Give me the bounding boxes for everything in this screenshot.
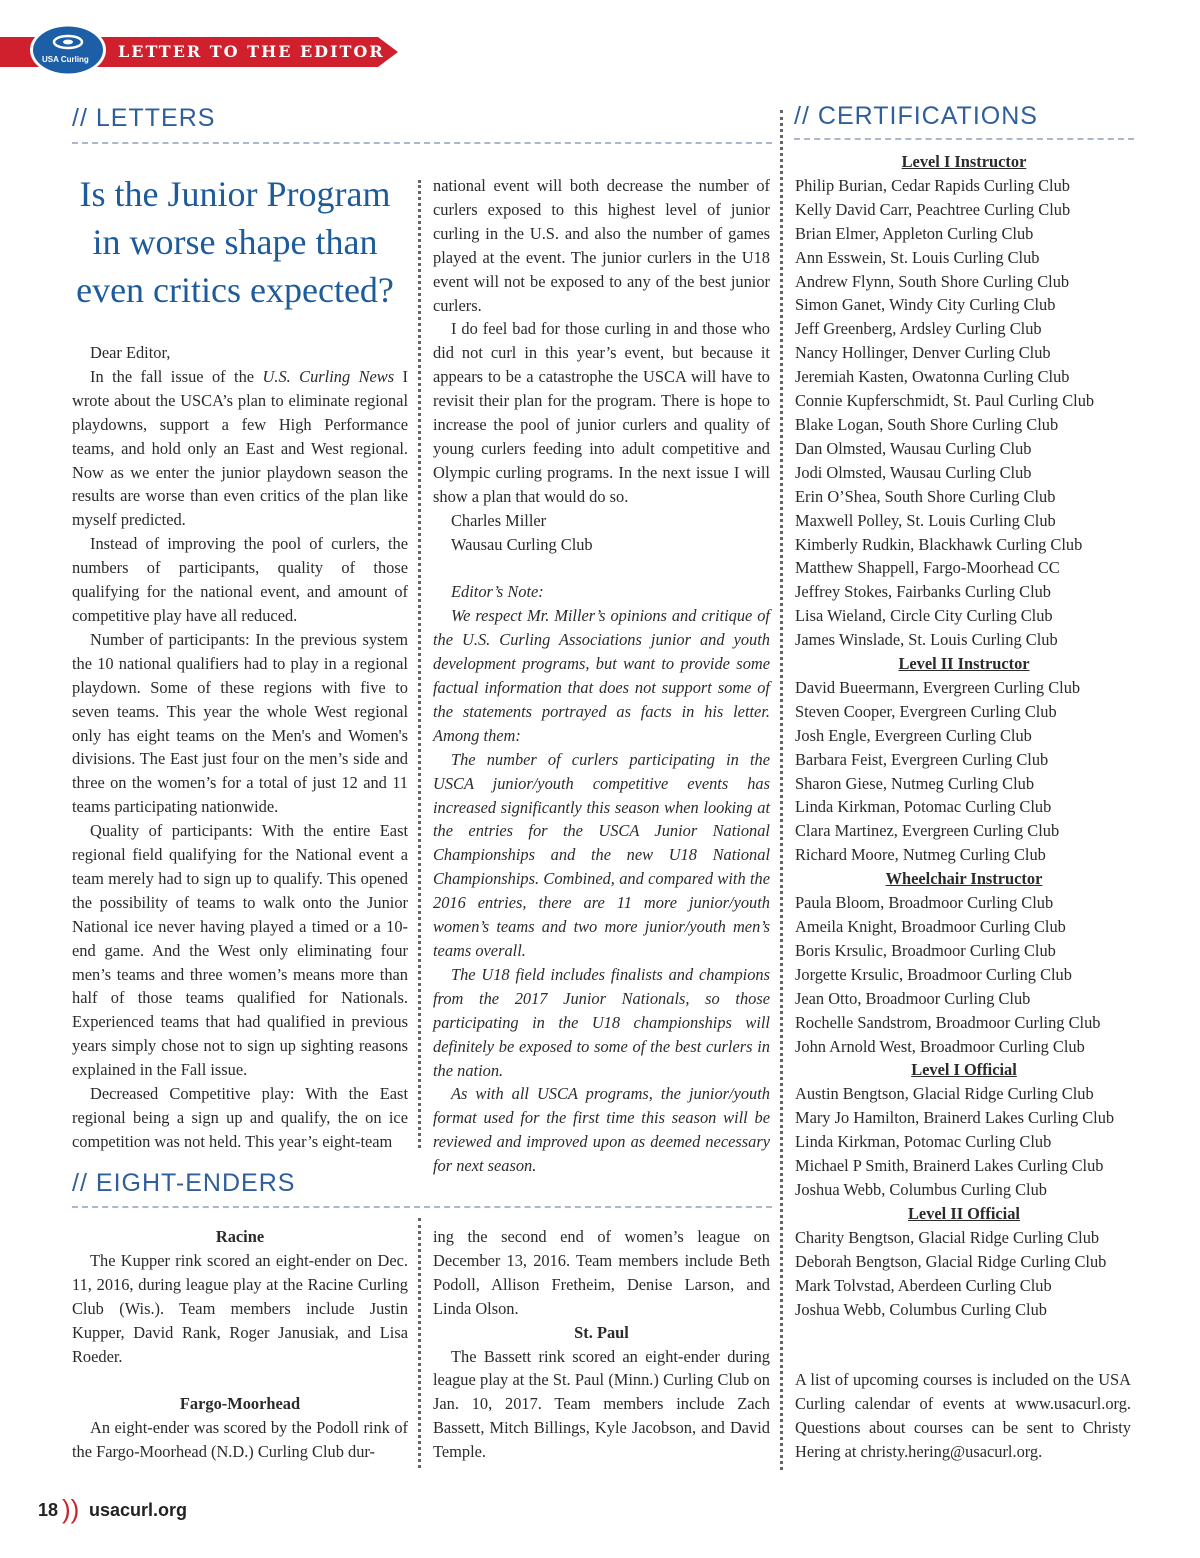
certification-name: Jeremiah Kasten, Owatonna Curling Club	[795, 367, 1070, 387]
certification-name: Jodi Olmsted, Wausau Curling Club	[795, 462, 1032, 482]
fargo-text: An eight-ender was scored by the Podoll rink of the Fargo-Moorhead (N.D.) Curling Club dur-	[72, 1418, 408, 1462]
certification-name: Rochelle Sandstrom, Broadmoor Curling Club	[795, 1012, 1101, 1032]
certifications-heading: // CERTIFICATIONS	[794, 102, 1038, 130]
certification-level-heading: Level I Instructor	[901, 152, 1027, 171]
section-label: LETTER TO THE EDITOR	[118, 42, 385, 61]
certifications-list	[795, 150, 1133, 1321]
certification-name: Boris Krsulic, Broadmoor Curling Club	[795, 940, 1056, 960]
certification-name: Steven Cooper, Evergreen Curling Club	[795, 701, 1057, 721]
letter-signature-club: Wausau Curling Club	[451, 534, 593, 554]
certification-name: Deborah Bengtson, Glacial Ridge Curling Club	[795, 1251, 1107, 1271]
letter-paragraph: Decreased Competitive play: With the East regional being a sign up and qualify, the on ice competition was not held. This year’s eight-team	[72, 1084, 408, 1151]
letter-paragraph: I do feel bad for those curling in and those who did not curl in this year’s event, but because it appears to be a catastrophe the USCA will have to revisit their plan for the program. There is hope to increase the pool of junior curlers and quality of young curlers feeding into adult competitive and Olympic curling programs. In the next issue I will show a plan that would do so.	[433, 319, 770, 506]
certification-name: Kimberly Rudkin, Blackhawk Curling Club	[795, 534, 1083, 554]
racine-text: The Kupper rink scored an eight-ender on Dec. 11, 2016, during league play at the Racine Curling Club (Wis.). Team members include Justin Kupper, David Rank, Roger Janusiak, and Lisa Roeder.	[72, 1250, 408, 1366]
certification-name: Austin Bengtson, Glacial Ridge Curling Club	[795, 1084, 1094, 1104]
certification-name: Brian Elmer, Appleton Curling Club	[795, 223, 1034, 243]
editors-note-label: Editor’s Note:	[451, 582, 544, 602]
letters-heading: // LETTERS	[72, 104, 216, 132]
certification-name: Jeff Greenberg, Ardsley Curling Club	[795, 319, 1042, 339]
certification-name: Linda Kirkman, Potomac Curling Club	[795, 1132, 1052, 1152]
eight-enders-divider	[72, 1206, 772, 1208]
certification-name: Joshua Webb, Columbus Curling Club	[795, 1179, 1047, 1199]
certification-name: Mary Jo Hamilton, Brainerd Lakes Curling Club	[795, 1108, 1115, 1128]
certification-name: Mark Tolvstad, Aberdeen Curling Club	[795, 1275, 1052, 1295]
certification-name: Dan Olmsted, Wausau Curling Club	[795, 438, 1032, 458]
certification-name: Paula Bloom, Broadmoor Curling Club	[795, 893, 1054, 913]
certification-name: Ameila Knight, Broadmoor Curling Club	[795, 917, 1066, 936]
column-divider-3	[418, 1218, 421, 1468]
fargo-title: Fargo-Moorhead	[179, 1394, 301, 1414]
footer-url[interactable]: usacurl.org	[89, 1500, 188, 1520]
certification-name: Charity Bengtson, Glacial Ridge Curling Club	[795, 1227, 1100, 1247]
letters-divider	[72, 142, 772, 144]
editors-note-paragraph: The number of curlers participating in the USCA junior/youth competitive events has increased significantly this season when looking at the entries for the USCA Junior National Championships and the new U18 National Championships. Combined, and compared with the 2016 entries, there are 11 more junior/youth women’s teams and two more junior/youth men’s teams overall.	[433, 749, 770, 960]
certification-name: John Arnold West, Broadmoor Curling Club	[795, 1036, 1085, 1056]
letters-column-1	[72, 341, 408, 1154]
stpaul-text: The Bassett rink scored an eight-ender during league play at the St. Paul (Minn.) Curling Club on Jan. 10, 2017. Team members include Zach Bassett, Mitch Billings, Kyle Jacobson, and David Temple.	[433, 1346, 770, 1462]
eight-enders-heading: // EIGHT-ENDERS	[72, 1169, 296, 1197]
certification-name: Josh Engle, Evergreen Curling Club	[795, 725, 1032, 745]
certification-name: James Winslade, St. Louis Curling Club	[795, 630, 1058, 650]
certification-name: Matthew Shappell, Fargo-Moorhead CC	[795, 558, 1060, 578]
certification-name: Linda Kirkman, Potomac Curling Club	[795, 797, 1052, 817]
editors-note-paragraph: The U18 field includes finalists and champions from the 2017 Junior Nationals, so those participating in the U18 championships will definitely be exposed to some of the best curlers in the nation.	[433, 964, 770, 1080]
certification-level-heading: Level II Official	[908, 1203, 1020, 1223]
certification-name: Nancy Hollinger, Denver Curling Club	[795, 343, 1051, 363]
column-divider-1	[418, 180, 421, 1148]
certification-name: Sharon Giese, Nutmeg Curling Club	[795, 773, 1035, 793]
letter-paragraph: Instead of improving the pool of curlers, the numbers of participants, quality of those qualifying for the national event, and amount of competitive play have all reduced.	[72, 534, 408, 625]
racine-title: Racine	[215, 1227, 265, 1246]
fargo-text-continued: ing the second end of women’s league on December 13, 2016. Team members include Beth Podoll, Allison Fretheim, Denise Larson, and Linda Olson.	[433, 1227, 770, 1318]
certification-name: Andrew Flynn, South Shore Curling Club	[795, 271, 1070, 291]
certification-name: Connie Kupferschmidt, St. Paul Curling Club	[795, 391, 1095, 411]
certification-name: Barbara Feist, Evergreen Curling Club	[795, 749, 1049, 769]
certification-level-heading: Level II Instructor	[898, 654, 1030, 674]
certification-name: Jean Otto, Broadmoor Curling Club	[795, 988, 1031, 1008]
certifications-divider	[794, 138, 1134, 140]
editors-note-paragraph: We respect Mr. Miller’s opinions and critique of the U.S. Curling Associations junior and youth development programs, but want to provide some factual information that does not support some of the statements portrayed as facts in his letter. Among them:	[433, 606, 770, 745]
certification-level-heading: Wheelchair Instructor	[885, 869, 1043, 889]
logo-text: USA Curling	[42, 55, 89, 64]
certification-name: Ann Esswein, St. Louis Curling Club	[795, 247, 1040, 267]
certification-name: Jeffrey Stokes, Fairbanks Curling Club	[795, 582, 1052, 602]
certification-level-heading: Level I Official	[911, 1060, 1017, 1080]
page-number: 18	[38, 1500, 59, 1520]
certification-name: Kelly David Carr, Peachtree Curling Club	[795, 199, 1071, 219]
certification-name: Jorgette Krsulic, Broadmoor Curling Club	[795, 964, 1072, 984]
certification-name: Lisa Wieland, Circle City Curling Club	[795, 606, 1053, 626]
certifications-note	[795, 1368, 1131, 1464]
column-divider-2	[780, 110, 783, 1470]
certification-name: Clara Martinez, Evergreen Curling Club	[795, 821, 1060, 841]
certification-name: Philip Burian, Cedar Rapids Curling Club	[795, 175, 1070, 195]
logo-badge-icon	[28, 23, 108, 78]
certification-name: Joshua Webb, Columbus Curling Club	[795, 1299, 1047, 1319]
letter-headline: Is the Junior Program in worse shape than even critics expected?	[76, 174, 394, 310]
eight-enders-column-2	[433, 1225, 770, 1464]
stpaul-title: St. Paul	[574, 1322, 629, 1342]
certification-name: Blake Logan, South Shore Curling Club	[795, 414, 1059, 434]
certification-name: Erin O’Shea, South Shore Curling Club	[795, 486, 1056, 506]
certification-name: Maxwell Polley, St. Louis Curling Club	[795, 510, 1056, 530]
editors-note-paragraph: As with all USCA programs, the junior/youth format used for the first time this season will be reviewed and improved upon as deemed necessary for next season.	[433, 1084, 770, 1176]
certification-name: Michael P Smith, Brainerd Lakes Curling Club	[795, 1156, 1104, 1176]
certification-name: David Bueermann, Evergreen Curling Club	[795, 677, 1081, 697]
eight-enders-column-1	[72, 1225, 408, 1464]
salutation: Dear Editor,	[90, 343, 171, 362]
certification-name: Simon Ganet, Windy City Curling Club	[795, 295, 1056, 315]
certification-name: Richard Moore, Nutmeg Curling Club	[795, 845, 1046, 865]
letters-column-2	[433, 174, 770, 1178]
letter-paragraph: In the fall issue of the U.S. Curling News I wrote about the USCA’s plan to eliminate regional playdowns, support a few High Performance teams, and hold only an East and West regional. Now as we enter the junior playdown season the results are worse than even critics of the plan like myself predicted.	[72, 366, 408, 530]
usa-curling-logo	[28, 23, 108, 78]
letter-signature-name: Charles Miller	[451, 510, 547, 530]
letter-paragraph: Quality of participants: With the entire East regional field qualifying for the National event a team merely had to sign up to qualify. This opened the possibility of teams to walk onto the Junior National ice never having played a timed or a 10-end game. And the West only eliminating four men’s teams and three women’s means more than half of those teams qualified for Nationals. Experienced teams that had qualified in previous years simply chose not to sign up sighting reasons explained in the Fall issue.	[72, 821, 408, 1080]
footer-parenthesis-icon: ))	[62, 1494, 80, 1524]
certifications-note-text: A list of upcoming courses is included on the USA Curling calendar of events at www.usacurl.org. Questions about courses can be sent to Christy Hering at christy.hering@usacurl.org.	[795, 1370, 1131, 1461]
letter-paragraph: Number of participants: In the previous system the 10 national qualifiers had to play in a regional playdown. Some of these regions with five to seven teams. This year the whole West regional only has eight teams on the Men's and Women's divisions. The East just four on the men’s side and three on the women’s for a total of just 12 and 11 teams participating nationwide.	[72, 629, 408, 817]
letter-paragraph: national event will both decrease the number of curlers exposed to this highest level of junior curling in the U.S. and also the number of games played at the event. The junior curlers in the U18 event will not be exposed to any of the best junior curlers.	[433, 176, 770, 315]
